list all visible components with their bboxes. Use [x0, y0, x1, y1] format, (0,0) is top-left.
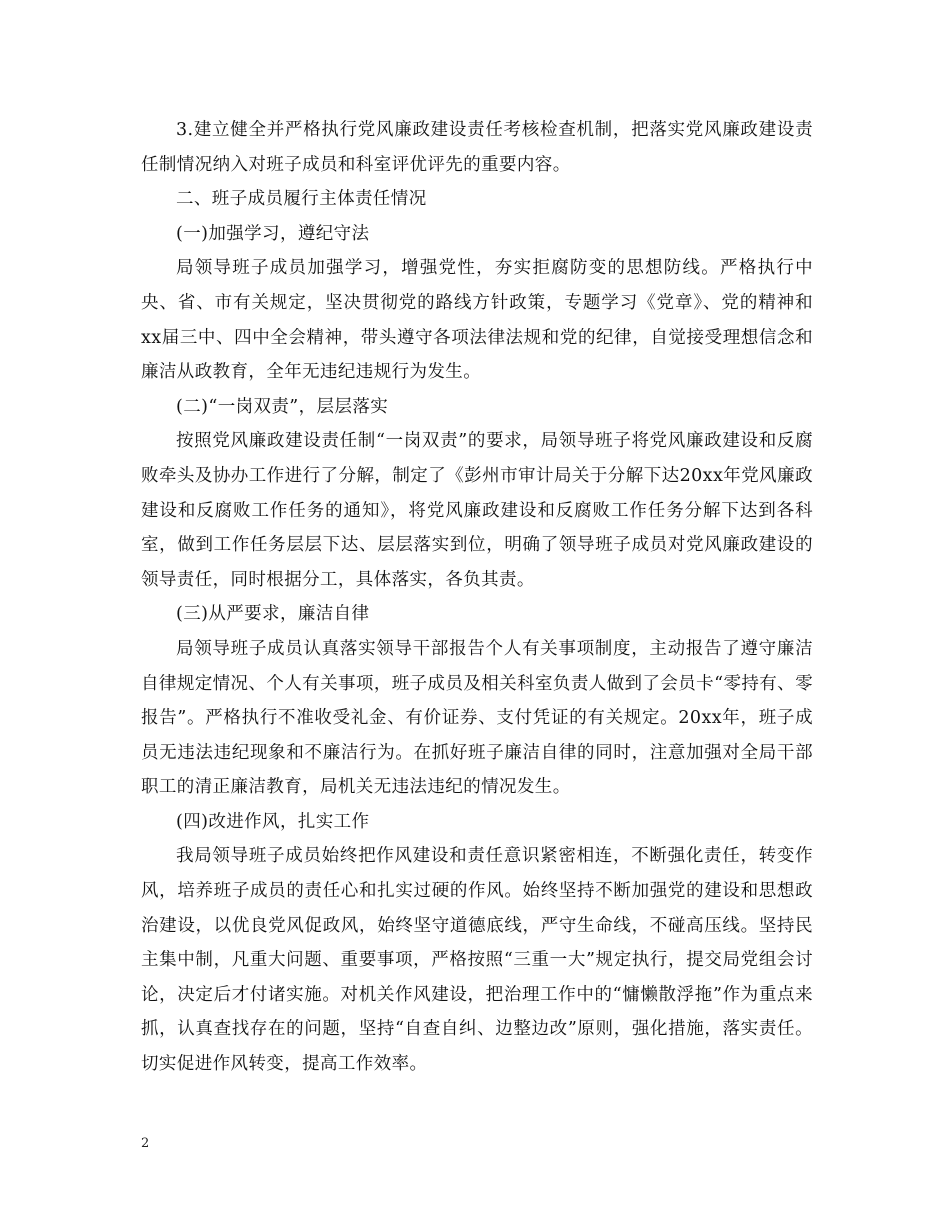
subsection-heading-2: (二)“一岗双责”，层层落实 [176, 396, 389, 417]
subsection-heading-1: (一)加强学习，遵纪守法 [176, 223, 370, 244]
section-heading-2: 二、班子成员履行主体责任情况 [176, 189, 427, 210]
subsection-heading-3: (三)从严要求，廉洁自律 [176, 604, 370, 625]
paragraph-study: 局领导班子成员加强学习，增强党性，夯实拒腐防变的思想防线。严格执行中央、省、市有关规定，坚决贯彻党的路线方针政策，专题学习《党章》、党的精神和xx届三中、四中全会精神，带头遵守各项法律法规和党的纪律，自觉接受理想信念和廉洁从政教育，全年无违纪违规行为发生。 [141, 258, 813, 383]
paragraph-1: 3.建立健全并严格执行党风廉政建设责任考核检查机制，把落实党风廉政建设责任制情况纳入对班子成员和科室评优评先的重要内容。 [141, 120, 813, 175]
paragraph-responsibility: 按照党风廉政建设责任制“一岗双责”的要求，局领导班子将党风廉政建设和反腐败牵头及协办工作进行了分解，制定了《彭州市审计局关于分解下达20xx年党风廉政建设和反腐败工作任务的通知》，将党风廉政建设和反腐败工作任务分解下达到各科室，做到工作任务层层下达、层层落实到位，明确了领导班子成员对党风廉政建设的领导责任，同时根据分工，具体落实，各负其责。 [141, 431, 813, 590]
page-number: 2 [141, 1136, 150, 1151]
subsection-heading-4: (四)改进作风，扎实工作 [176, 811, 370, 832]
paragraph-work-style: 我局领导班子成员始终把作风建设和责任意识紧密相连，不断强化责任，转变作风，培养班子成员的责任心和扎实过硬的作风。始终坚持不断加强党的建设和思想政治建设，以优良党风促政风，始终坚守道德底线，严守生命线，不碰高压线。坚持民主集中制，凡重大问题、重要事项，严格按照“三重一大”规定执行，提交局党组会讨论，决定后才付诸实施。对机关作风建设，把治理工作中的“慵懒散浮拖”作为重点来抓，认真查找存在的问题，坚持“自查自纠、边整边改”原则，强化措施，落实责任。切实促进作风转变，提高工作效率。 [141, 846, 813, 1075]
paragraph-integrity: 局领导班子成员认真落实领导干部报告个人有关事项制度，主动报告了遵守廉洁自律规定情况、个人有关事项，班子成员及相关科室负责人做到了会员卡“零持有、零报告”。严格执行不准收受礼金、有价证券、支付凭证的有关规定。20xx年，班子成员无违法违纪现象和不廉洁行为。在抓好班子廉洁自律的同时，注意加强对全局干部职工的清正廉洁教育，局机关无违法违纪的情况发生。 [141, 638, 813, 798]
document-body [141, 113, 813, 1082]
